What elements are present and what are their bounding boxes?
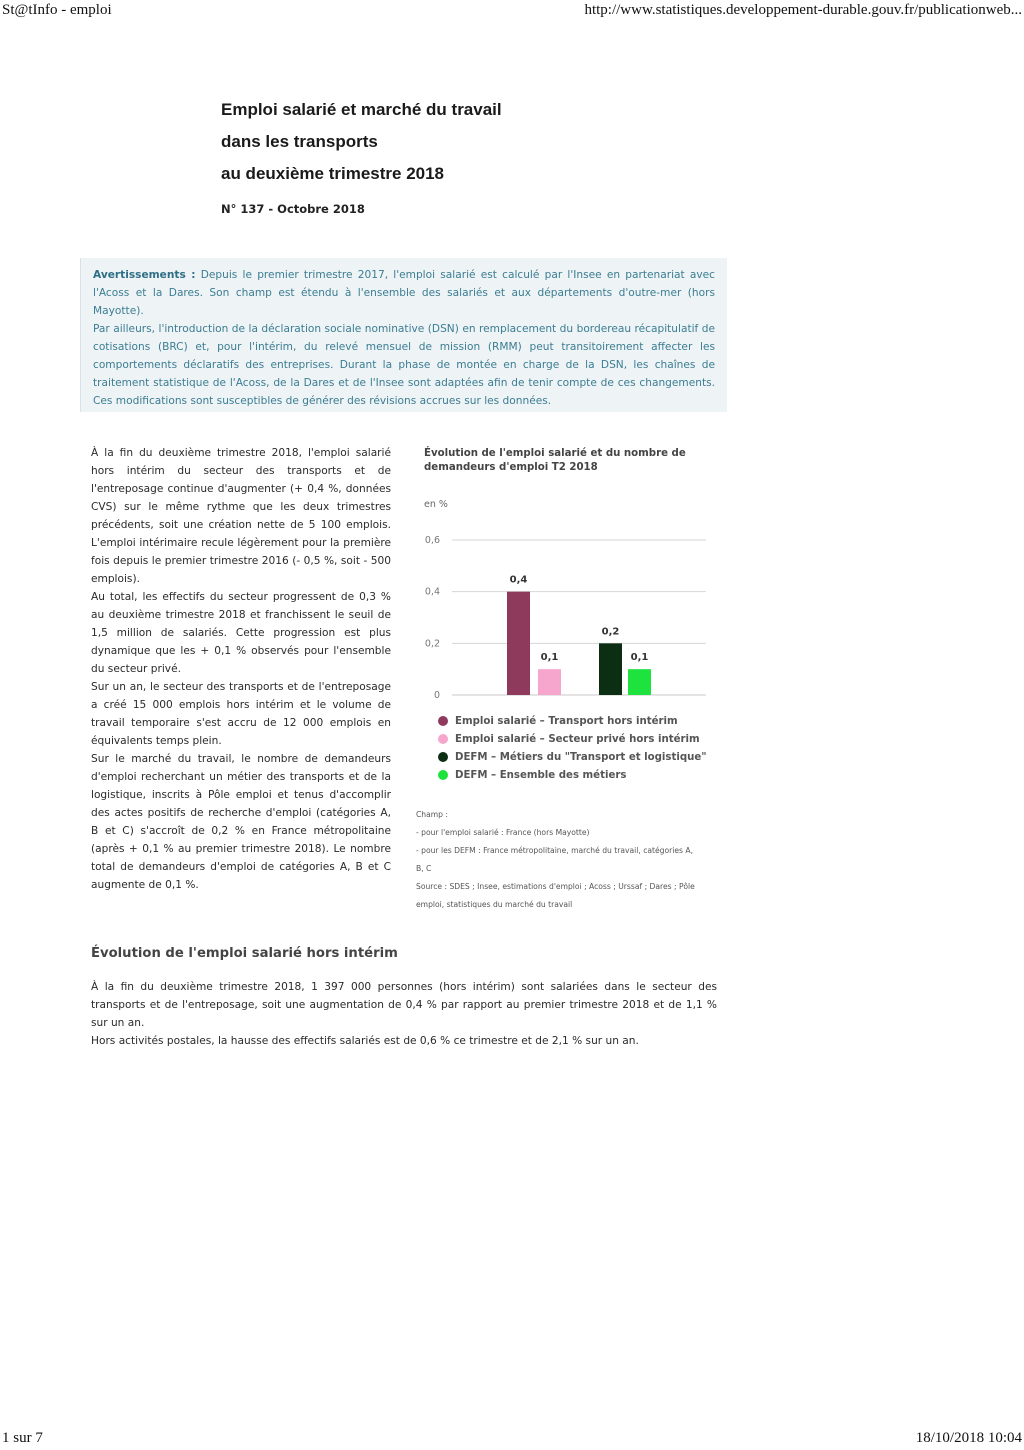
title-line: au deuxième trimestre 2018 (221, 164, 445, 183)
body-paragraph: À la fin du deuxième trimestre 2018, l'emploi salarié hors intérim du secteur des transports et de l'entreposage continue d'augmenter (+ 0,4 %, données CVS) sur le même rythme que les deux trimestres précédents, soit une création nette de 5 100 emplois. L'emploi intérimaire recule légèrement pour la première fois depuis le premier trimestre 2016 (- 0,5 %, soit - 500 emplois). (91, 447, 391, 585)
bar (628, 669, 651, 695)
legend-item (438, 712, 722, 730)
chart-note-line: Champ : (416, 810, 448, 819)
bar-data-label: 0,1 (540, 652, 559, 664)
bar-data-label: 0,4 (509, 574, 528, 586)
chart-note-line: - pour l'emploi salarié : France (hors Mayotte) (416, 828, 590, 837)
body-paragraph: Au total, les effectifs du secteur progressent de 0,3 % au deuxième trimestre 2018 et franchissent le seuil de 1,5 million de salariés. Cette progression est plus dynamique que les + 0,1 % observés pour l'ensemble du secteur privé. (91, 591, 391, 675)
legend-label: DEFM – Ensemble des métiers (455, 769, 627, 781)
bar (507, 592, 530, 695)
document-title (221, 94, 641, 190)
chart-title: Évolution de l'emploi salarié et du nombre de demandeurs d'emploi T2 2018 (424, 448, 686, 473)
section-paragraph: À la fin du deuxième trimestre 2018, 1 397 000 personnes (hors intérim) sont salariées dans le secteur des transports et de l'entreposage, soit une augmentation de 0,4 % par rapport au premier trimestre 2018 et de 1,1 % sur un an. (91, 981, 717, 1029)
bar (599, 643, 622, 695)
page-title-header: St@tInfo - emploi (2, 2, 112, 18)
y-tick-label: 0,6 (424, 535, 440, 546)
section-paragraph: Hors activités postales, la hausse des effectifs salariés est de 0,6 % ce trimestre et de 2,1 % sur un an. (91, 1035, 639, 1047)
body-paragraph: Sur le marché du travail, le nombre de demandeurs d'emploi recherchant un métier des transports et de la logistique, inscrits à Pôle emploi et tenus d'accomplir des actes positifs de recherche d'emploi (catégories A, B et C) s'accroît de 0,2 % en France métropolitaine (après + 0,1 % au premier trimestre 2018). Le nombre total de demandeurs d'emploi de catégories A, B et C augmente de 0,1 %. (91, 753, 391, 891)
chart (412, 444, 722, 914)
section-title: Évolution de l'emploi salarié hors intérim (91, 946, 398, 961)
legend-swatch (438, 734, 448, 744)
warning-paragraph-1 (93, 266, 715, 320)
warning-box (80, 258, 727, 412)
legend-label: Emploi salarié – Secteur privé hors intérim (455, 733, 700, 745)
chart-note-line: Source : SDES ; Insee, estimations d'emploi ; Acoss ; Urssaf ; Dares ; Pôle (416, 882, 695, 891)
legend-swatch (438, 716, 448, 726)
legend-swatch (438, 752, 448, 762)
body-text (91, 444, 391, 894)
legend-item (438, 748, 722, 766)
bar (538, 669, 561, 695)
legend-swatch (438, 770, 448, 780)
legend-label: DEFM – Métiers du "Transport et logistique" (455, 751, 707, 763)
chart-note-line: B, C (416, 864, 432, 873)
legend-item (438, 730, 722, 748)
chart-note-line: - pour les DEFM : France métropolitaine, marché du travail, catégories A, (416, 846, 694, 855)
bar-data-label: 0,2 (601, 626, 620, 638)
print-datetime: 18/10/2018 10:04 (915, 1430, 1022, 1446)
warning-paragraph-2: Par ailleurs, l'introduction de la déclaration sociale nominative (DSN) en remplacement du bordereau récapitulatif de cotisations (BRC) et, pour l'intérim, du relevé mensuel de mission (RMM) peut transitoirement affecter les comportements déclaratifs des entreprises. Durant la phase de montée en charge de la DSN, les chaînes de traitement statistique de l'Acoss, de la Dares et de l'Insee sont adaptées afin de tenir compte de ces changements. Ces modifications sont susceptibles de générer des révisions accrues sur les données. (93, 323, 715, 407)
y-tick-label: 0,4 (424, 586, 440, 598)
body-paragraph: Sur un an, le secteur des transports et de l'entreposage a créé 15 000 emplois hors intérim et le volume de travail temporaire s'est accru de 12 000 emplois en équivalents temps plein. (91, 681, 391, 747)
page-counter: 1 sur 7 (2, 1430, 43, 1446)
chart-plot (412, 444, 722, 709)
chart-unit: en % (424, 499, 448, 510)
y-tick-label: 0 (433, 690, 440, 701)
title-line: Emploi salarié et marché du travail (221, 100, 502, 119)
issue-number: N° 137 - Octobre 2018 (221, 202, 365, 216)
section-text (91, 978, 717, 1050)
y-tick-label: 0,2 (424, 638, 440, 650)
legend-item (438, 766, 722, 784)
bar-data-label: 0,1 (630, 652, 649, 664)
warning-label: Avertissements : (93, 269, 196, 281)
legend-label: Emploi salarié – Transport hors intérim (455, 715, 678, 727)
chart-notes (416, 806, 716, 914)
page-url-header[interactable]: http://www.statistiques.developpement-durable.gouv.fr/publicationweb... (584, 2, 1022, 18)
chart-legend (438, 712, 722, 784)
warning-text-1: Depuis le premier trimestre 2017, l'emploi salarié est calculé par l'Insee en partenariat avec l'Acoss et la Dares. Son champ est étendu à l'ensemble des salariés et aux départements d'outre-mer (hors Mayotte). (93, 269, 715, 317)
chart-note-line: emploi, statistiques du marché du travail (416, 900, 573, 909)
title-line: dans les transports (221, 132, 378, 151)
